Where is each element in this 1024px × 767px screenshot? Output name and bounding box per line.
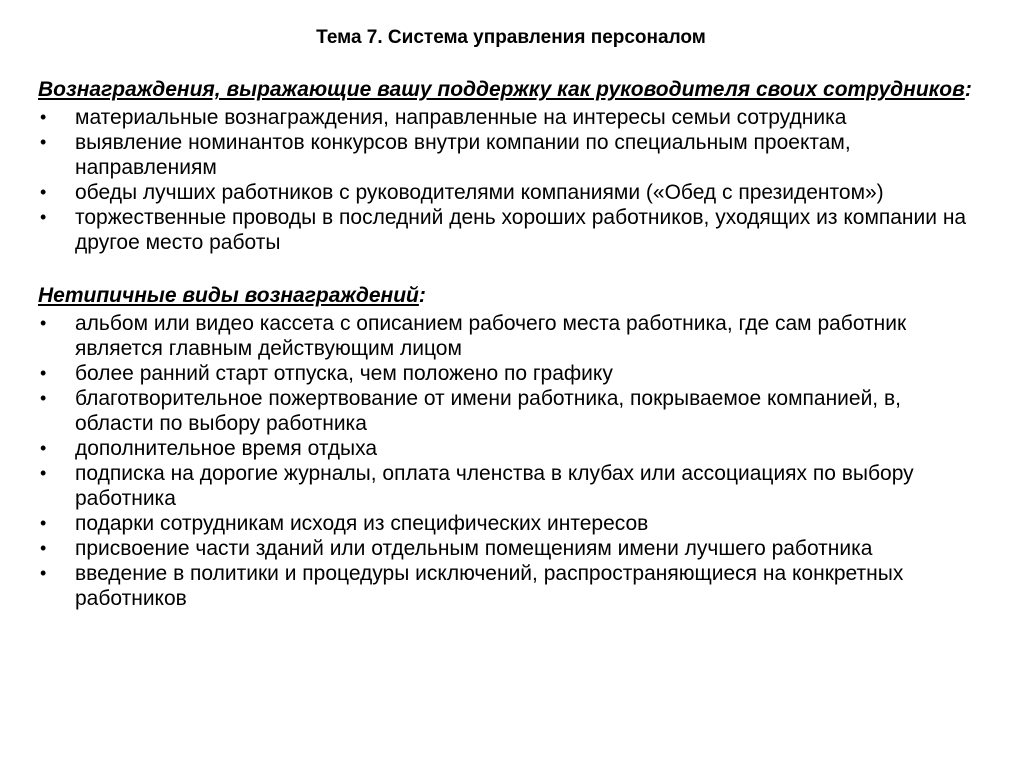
bullet-item: • присвоение части зданий или отдельным помещениям имени лучшего работника bbox=[38, 536, 984, 561]
bullet-item: • альбом или видео кассета с описанием рабочего места работника, где сам работник является главным действующим лицом bbox=[38, 311, 984, 361]
bullet-item: • дополнительное время отдыха bbox=[38, 436, 984, 461]
bullet-item: • благотворительное пожертвование от имени работника, покрываемое компанией, в, области по выбору работника bbox=[38, 386, 984, 436]
bullet-item: • обеды лучших работников с руководителями компаниями («Обед с президентом») bbox=[38, 180, 984, 205]
section-atypical-rewards bbox=[38, 282, 984, 611]
section-heading bbox=[38, 76, 984, 103]
section-heading-text: Вознаграждения, выражающие вашу поддержку как руководителя своих сотрудников bbox=[38, 78, 965, 101]
bullet-item: • подписка на дорогие журналы, оплата членства в клубах или ассоциациях по выбору работника bbox=[38, 461, 984, 511]
section-heading bbox=[38, 282, 984, 309]
bullet-item: • введение в политики и процедуры исключений, распространяющиеся на конкретных работников bbox=[38, 561, 984, 611]
section-heading-colon: : bbox=[964, 78, 972, 101]
bullet-item: • торжественные проводы в последний день хороших работников, уходящих из компании на другое место работы bbox=[38, 205, 984, 255]
bullet-list bbox=[38, 105, 984, 255]
bullet-list bbox=[38, 311, 984, 611]
bullet-item: • материальные вознаграждения, направленные на интересы семьи сотрудника bbox=[38, 105, 984, 130]
bullet-item: • более ранний старт отпуска, чем положено по графику bbox=[38, 361, 984, 386]
bullet-item: • подарки сотрудникам исходя из специфических интересов bbox=[38, 511, 984, 536]
section-heading-colon: : bbox=[418, 284, 426, 307]
section-heading-text: Нетипичные виды вознаграждений bbox=[38, 284, 419, 307]
section-rewards-support bbox=[38, 76, 984, 255]
bullet-item: • выявление номинантов конкурсов внутри компании по специальным проектам, направлениям bbox=[38, 130, 984, 180]
slide-title: Тема 7. Система управления персоналом bbox=[316, 27, 706, 48]
